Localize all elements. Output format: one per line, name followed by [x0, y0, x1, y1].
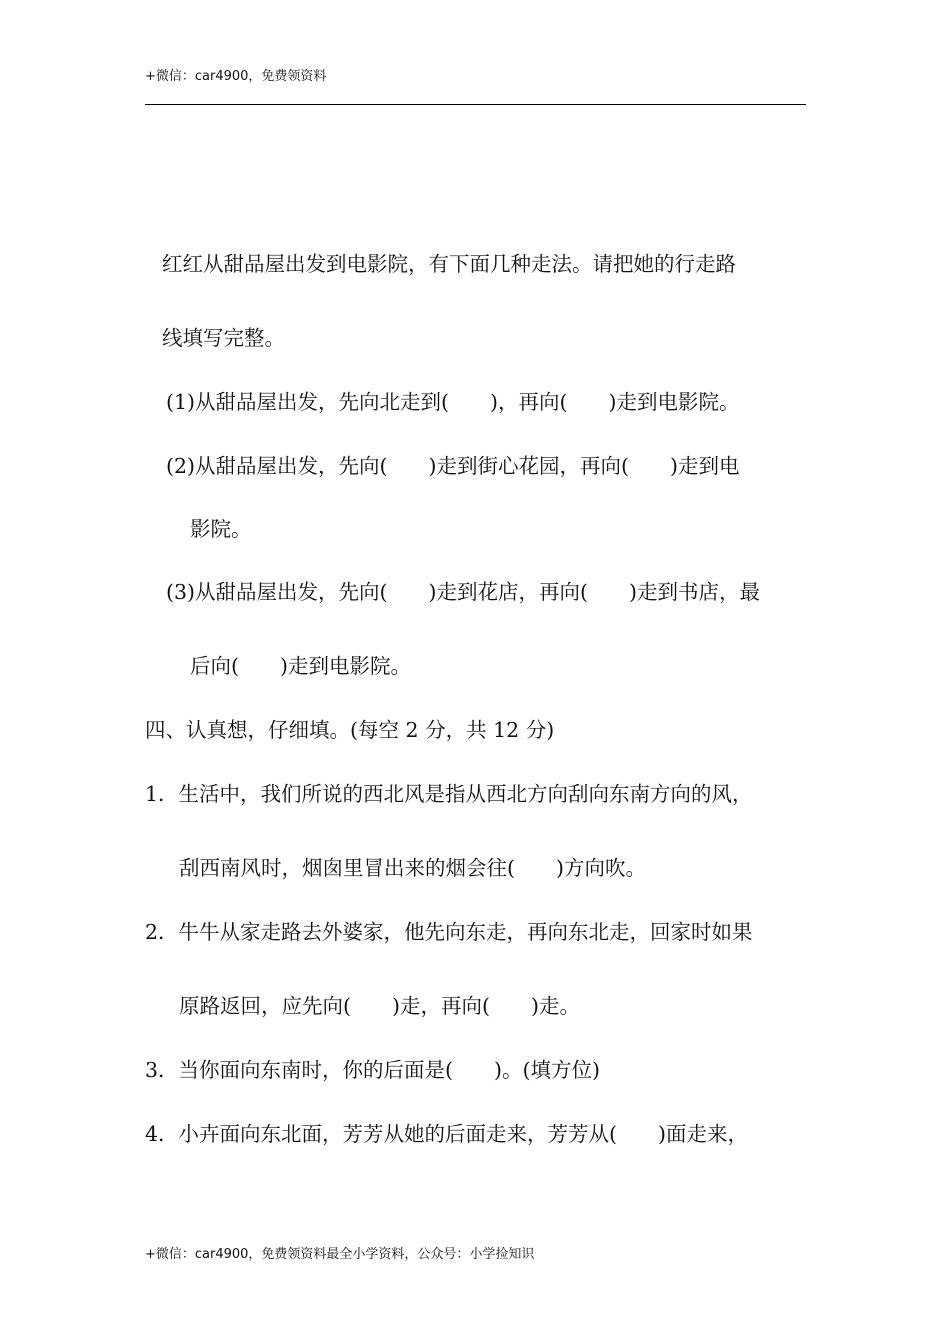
header-text: +微信：car4900，免费领资料 — [145, 69, 327, 84]
intro-line-1: 红红从甜品屋出发到电影院，有下面几种走法。请把她的行走路 — [162, 252, 736, 276]
intro-line-2: 线填写完整。 — [162, 326, 285, 350]
question-3-line-2: 后向( )走到电影院。 — [190, 654, 411, 678]
item-2-line-1: 2．牛牛从家走路去外婆家，他先向东走，再向东北走，回家时如果 — [145, 920, 753, 944]
question-2-line-2: 影院。 — [190, 517, 252, 541]
item-3: 3．当你面向东南时，你的后面是( )。(填方位) — [145, 1058, 601, 1082]
question-3-line-1: (3)从甜品屋出发，先向( )走到花店，再向( )走到书店，最 — [166, 580, 761, 604]
item-1-line-1: 1．生活中，我们所说的西北风是指从西北方向刮向东南方向的风， — [145, 782, 753, 806]
header-divider — [145, 104, 806, 105]
item-4: 4．小卉面向东北面，芳芳从她的后面走来，芳芳从( )面走来， — [145, 1122, 749, 1146]
item-1-line-2: 刮西南风时，烟囱里冒出来的烟会往( )方向吹。 — [179, 856, 646, 880]
section-4-title: 四、认真想，仔细填。(每空 2 分，共 12 分) — [145, 718, 555, 742]
page-footer: +微信：car4900，免费领资料最全小学资料，公众号：小学捡知识 — [145, 1247, 535, 1262]
question-2-line-1: (2)从甜品屋出发，先向( )走到街心花园，再向( )走到电 — [166, 454, 740, 478]
question-1: (1)从甜品屋出发，先向北走到( )，再向( )走到电影院。 — [166, 390, 740, 414]
item-2-line-2: 原路返回，应先向( )走，再向( )走。 — [179, 994, 580, 1018]
